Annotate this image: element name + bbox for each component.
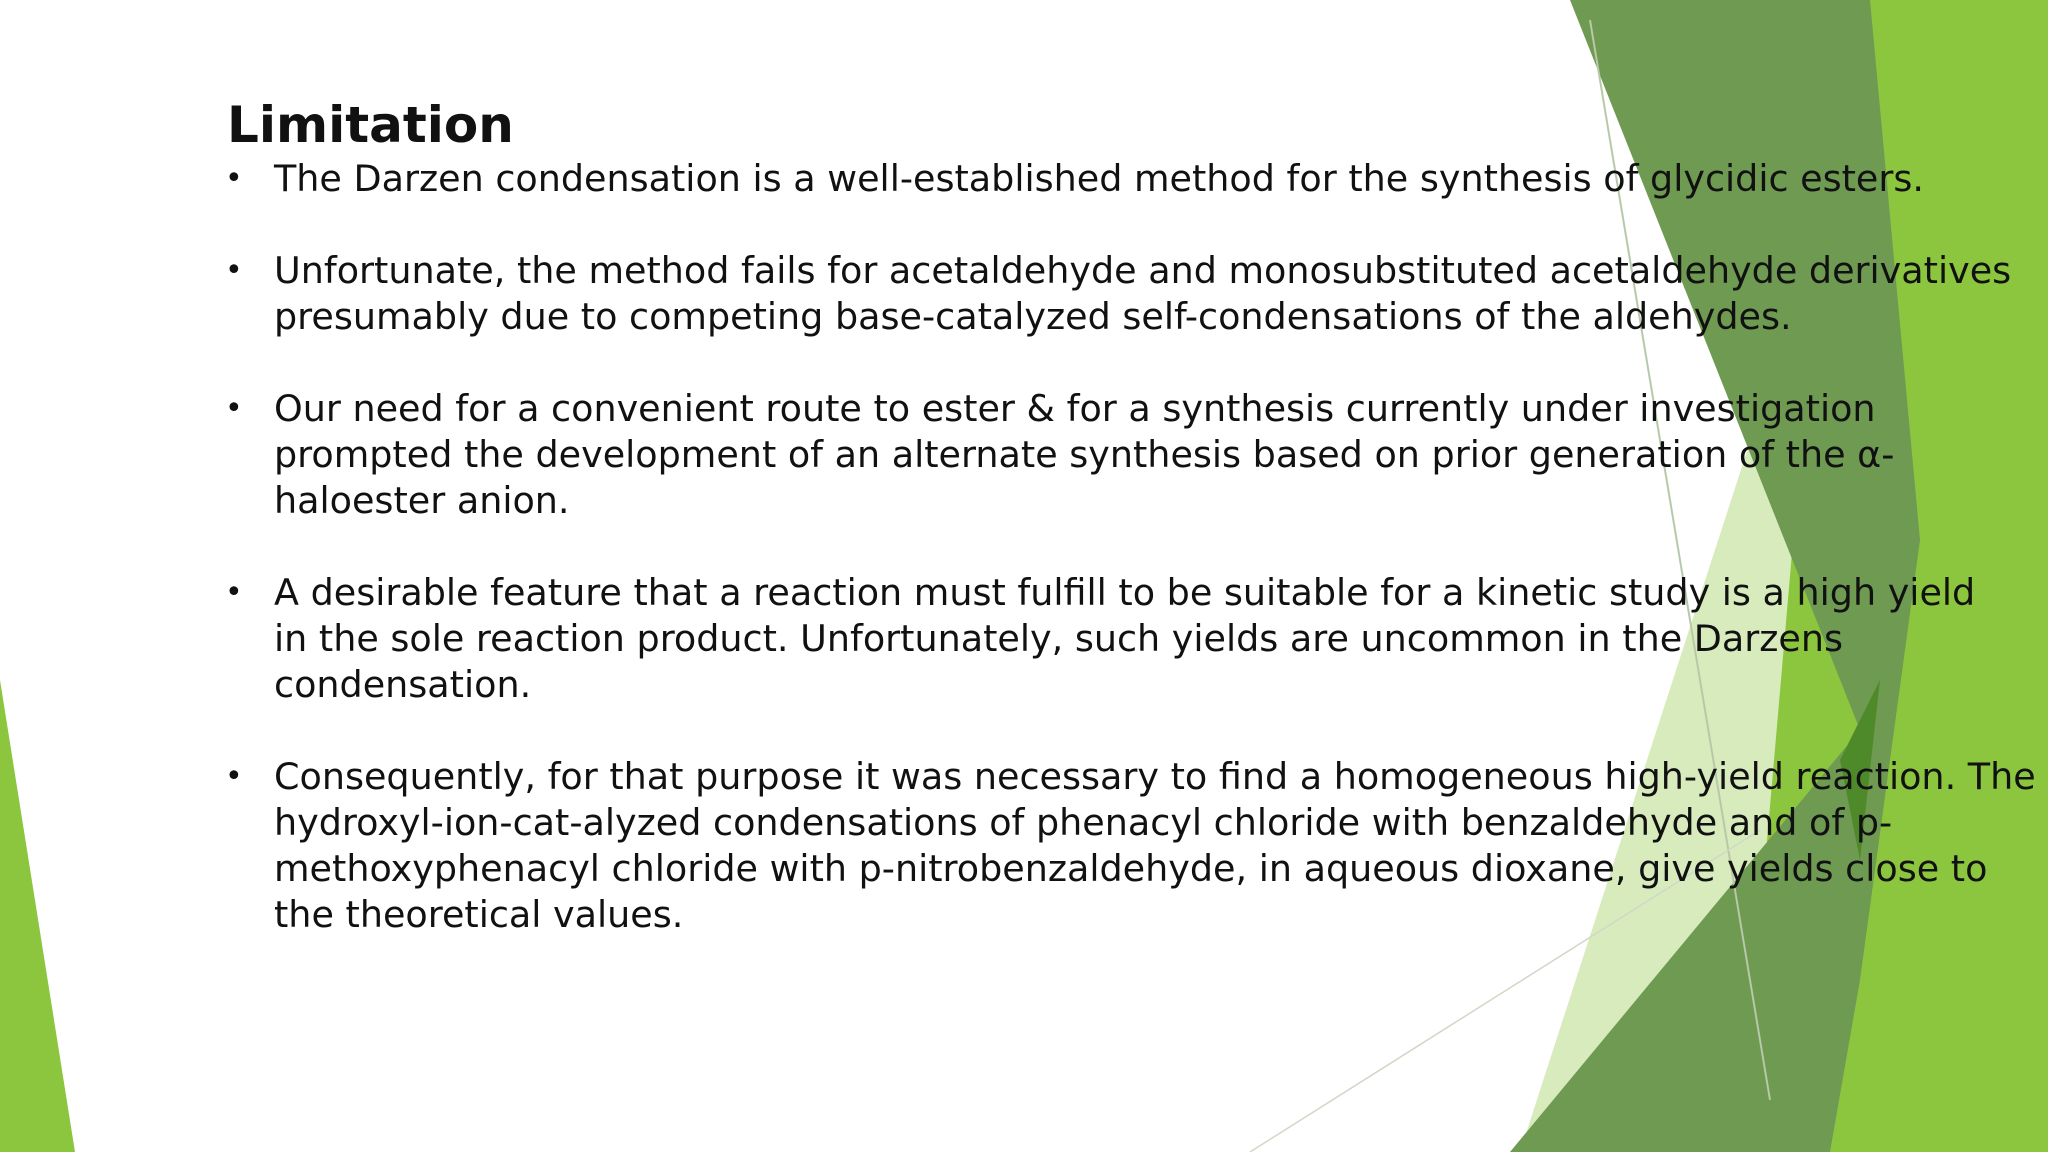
bullet-item (225, 248, 2012, 340)
bullet-list (225, 156, 2036, 984)
bullet-text-line: the theoretical values. (274, 893, 684, 936)
bullet-text-line: A desirable feature that a reaction must fulfill to be suitable for a kinetic study is a high yield (274, 571, 1976, 614)
bullet-item (225, 156, 1955, 202)
bullet-marker: • (225, 575, 243, 610)
bullet-text-line: haloester anion. (274, 479, 570, 522)
bullet-text-line: The Darzen condensation is a well-established method for the synthesis of glycidic esters. (274, 157, 1925, 200)
slide-title: Limitation (227, 96, 514, 154)
bullet-text-line: Our need for a convenient route to ester & for a synthesis currently under investigation (274, 387, 1876, 430)
bullet-text-line: Unfortunate, the method fails for acetaldehyde and monosubstituted acetaldehyde derivatives (274, 249, 2012, 292)
bullet-text-line: Consequently, for that purpose it was necessary to find a homogeneous high-yield reaction. The (274, 755, 2036, 798)
bullet-marker: • (225, 161, 243, 196)
bullet-item (225, 570, 1976, 708)
bullet-text-line: hydroxyl-ion-cat-alyzed condensations of phenacyl chloride with benzaldehyde and of p- (274, 801, 1893, 844)
bullet-text-line: prompted the development of an alternate synthesis based on prior generation of the α- (274, 433, 1895, 476)
bullet-marker: • (225, 253, 243, 288)
bullet-text-line: condensation. (274, 663, 532, 706)
bullet-marker: • (225, 759, 243, 794)
bullet-text-line: methoxyphenacyl chloride with p-nitrobenzaldehyde, in aqueous dioxane, give yields close to (274, 847, 1988, 890)
bullet-marker: • (225, 391, 243, 426)
bullet-text-line: in the sole reaction product. Unfortunately, such yields are uncommon in the Darzens (274, 617, 1844, 660)
bullet-item (225, 754, 2036, 938)
bullet-item (225, 386, 1955, 524)
bullet-text-line: presumably due to competing base-catalyzed self-condensations of the aldehydes. (274, 295, 1792, 338)
